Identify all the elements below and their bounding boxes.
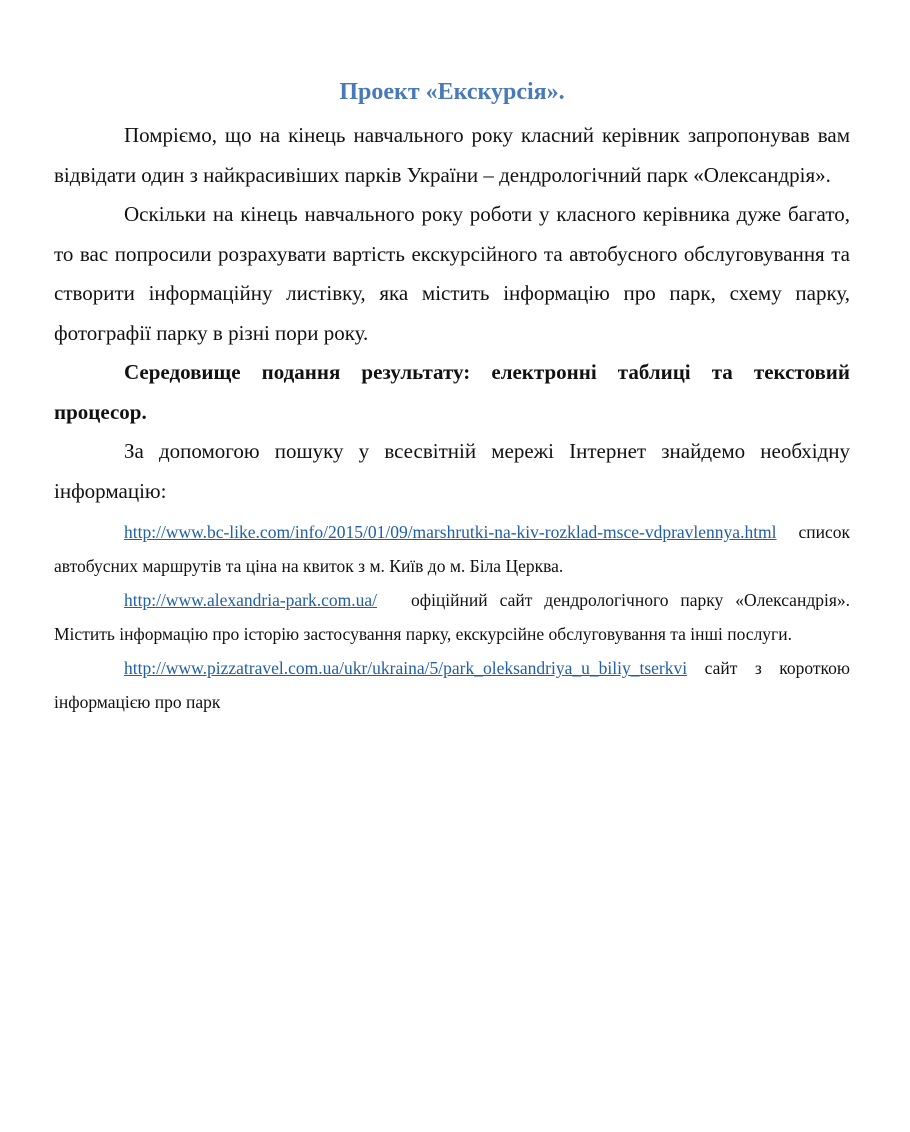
source-item-bus-routes: [54, 515, 850, 583]
park-official-description: офіційний сайт дендрологічного парку «Олександрія». Містить інформацію про історію застосування парку, екскурсійне обслуговування та інші послуги.: [54, 590, 851, 644]
task-paragraph: Оскільки на кінець навчального року роботи у класного керівника дуже багато, то вас попросили розрахувати вартість екскурсійного та автобусного обслуговування та створити інформаційну листівку, яка містить інформацію про парк, схему парку, фотографії парку в різні пори року.: [54, 202, 850, 345]
document-title: Проект «Екскурсія».: [339, 79, 565, 105]
intro-paragraph: Помріємо, що на кінець навчального року класний керівник запропонував вам відвідати один з найкрасивіших парків України – дендрологічний парк «Олександрія».: [54, 123, 850, 187]
environment-paragraph: Середовище подання результату: електронні таблиці та текстовий процесор.: [54, 360, 850, 424]
bus-routes-description: список автобусних маршрутів та ціна на квиток з м. Київ до м. Біла Церква.: [54, 522, 850, 576]
search-intro-paragraph: За допомогою пошуку у всесвітній мережі Інтернет знайдемо необхідну інформацію:: [54, 439, 850, 503]
source-item-pizzatravel: [54, 651, 850, 719]
pizzatravel-link[interactable]: http://www.pizzatravel.com.ua/ukr/ukraina/5/park_oleksandriya_u_biliy_tserkvi: [124, 658, 688, 678]
park-official-link[interactable]: http://www.alexandria-park.com.ua/: [124, 590, 378, 610]
bus-routes-link[interactable]: http://www.bc-like.com/info/2015/01/09/marshrutki-na-kiv-rozklad-msce-vdpravlennya.html: [124, 522, 777, 542]
source-item-park-official: [54, 583, 850, 651]
document-page: [54, 72, 850, 719]
pizzatravel-description: сайт з короткою інформацією про парк: [54, 658, 850, 712]
